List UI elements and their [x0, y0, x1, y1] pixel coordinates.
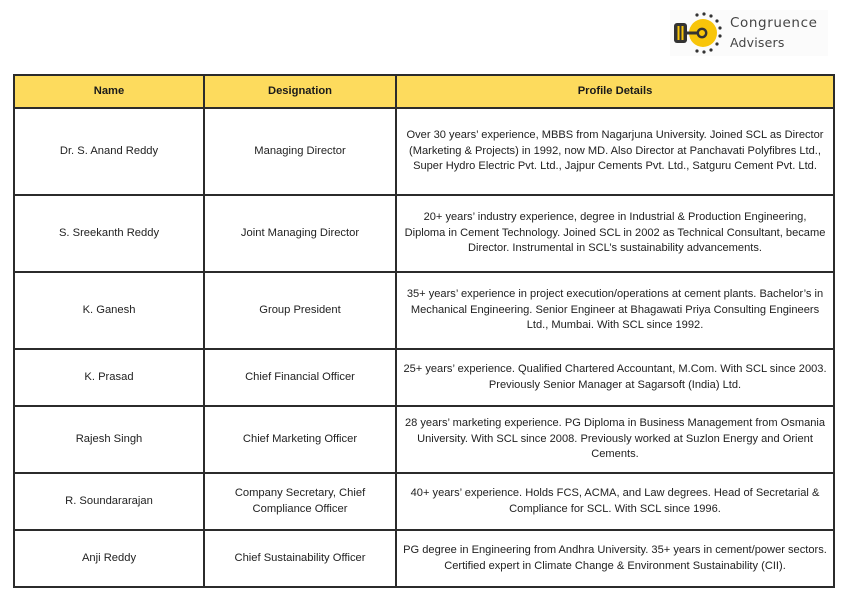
cell-designation: Chief Financial Officer: [204, 349, 396, 406]
cell-name: K. Ganesh: [14, 272, 204, 349]
table-row: [14, 108, 834, 195]
key-bulb-icon: [670, 11, 726, 55]
cell-designation: Joint Managing Director: [204, 195, 396, 272]
cell-designation: Group President: [204, 272, 396, 349]
table-row: [14, 349, 834, 406]
cell-profile: PG degree in Engineering from Andhra University. 35+ years in cement/power sectors. Certified expert in Climate Change & Environment Sustainability (CII).: [396, 530, 834, 587]
table-row: [14, 272, 834, 349]
cell-name: S. Sreekanth Reddy: [14, 195, 204, 272]
cell-name: R. Soundararajan: [14, 473, 204, 530]
cell-designation: Company Secretary, Chief Compliance Officer: [204, 473, 396, 530]
cell-designation: Managing Director: [204, 108, 396, 195]
cell-name: Dr. S. Anand Reddy: [14, 108, 204, 195]
brand-name-line2: Advisers: [730, 35, 785, 50]
cell-designation: Chief Marketing Officer: [204, 406, 396, 473]
header-name: Name: [14, 75, 204, 108]
brand-logo: [670, 10, 828, 56]
header-profile-details: Profile Details: [396, 75, 834, 108]
brand-name-line1: Congruence: [730, 15, 818, 31]
management-profiles-table: [13, 74, 835, 588]
cell-name: Anji Reddy: [14, 530, 204, 587]
table-header-row: [14, 75, 834, 108]
header-designation: Designation: [204, 75, 396, 108]
cell-profile: 25+ years’ experience. Qualified Chartered Accountant, M.Com. With SCL since 2003. Previously Senior Manager at Sagarsoft (India) Ltd.: [396, 349, 834, 406]
cell-profile: 35+ years’ experience in project execution/operations at cement plants. Bachelor’s in Mechanical Engineering. Senior Engineer at Bhagawati Priya Consulting Engineers Ltd., Mumbai. With SCL since 1992.: [396, 272, 834, 349]
cell-name: K. Prasad: [14, 349, 204, 406]
brand-name: [730, 14, 818, 52]
cell-designation: Chief Sustainability Officer: [204, 530, 396, 587]
table-row: [14, 473, 834, 530]
table-row: [14, 406, 834, 473]
table-row: [14, 530, 834, 587]
table-row: [14, 195, 834, 272]
cell-profile: 40+ years’ experience. Holds FCS, ACMA, and Law degrees. Head of Secretarial & Compliance for SCL. With SCL since 1996.: [396, 473, 834, 530]
cell-name: Rajesh Singh: [14, 406, 204, 473]
cell-profile: 20+ years’ industry experience, degree in Industrial & Production Engineering, Diploma in Cement Technology. Joined SCL in 2002 as Technical Consultant, became Director. Instrumental in SCL’s sustainability advancements.: [396, 195, 834, 272]
cell-profile: 28 years’ marketing experience. PG Diploma in Business Management from Osmania University. With SCL since 2008. Previously worked at Suzlon Energy and Orient Cements.: [396, 406, 834, 473]
cell-profile: Over 30 years’ experience, MBBS from Nagarjuna University. Joined SCL as Director (Marketing & Projects) in 1992, now MD. Also Director at Panchavati Polyfibres Ltd., Super Hydro Electric Pvt. Ltd., Jajpur Cements Pvt. Ltd., Satguru Cement Pvt. Ltd.: [396, 108, 834, 195]
